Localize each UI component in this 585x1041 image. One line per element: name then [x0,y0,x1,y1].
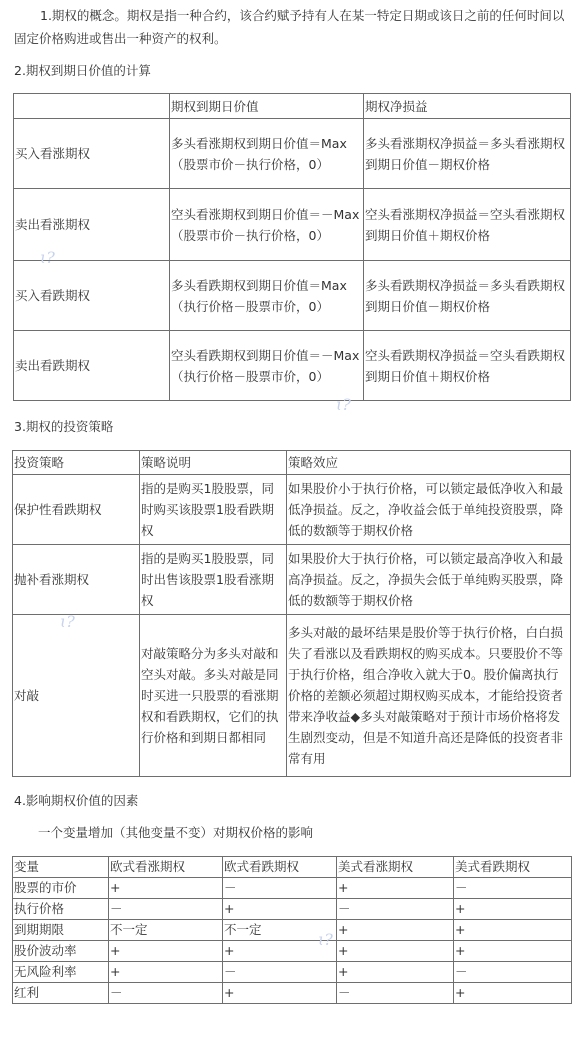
table-header-row [13,857,572,878]
table-cell: 买入看跌期权 [14,261,170,331]
table-cell: + [223,941,337,962]
header-cell: 投资策略 [13,451,140,475]
table-row [13,899,572,920]
header-cell [14,94,170,119]
table-cell: + [454,920,572,941]
table-cell: 买入看涨期权 [14,119,170,189]
table-cell: 到期期限 [13,920,109,941]
faint-watermark: ɩ? [318,930,333,949]
table-cell: 抛补看涨期权 [13,545,140,615]
table-cell: + [337,941,454,962]
table-header-row [14,94,571,119]
table-cell: 股票的市价 [13,878,109,899]
header-cell: 欧式看跌期权 [223,857,337,878]
table-header-row [13,451,571,475]
table-cell: － [454,878,572,899]
table-cell: － [454,962,572,983]
table-cell: 多头看涨期权净损益＝多头看涨期权到期日价值－期权价格 [364,119,571,189]
table-cell: + [109,941,223,962]
table-cell: 执行价格 [13,899,109,920]
table-cell: 保护性看跌期权 [13,475,140,545]
table-cell: + [337,920,454,941]
table-cell: － [109,983,223,1004]
header-cell: 美式看涨期权 [337,857,454,878]
table-cell: 多头看跌期权净损益＝多头看跌期权到期日价值－期权价格 [364,261,571,331]
table-cell: 指的是购买1股股票，同时购买该股票1股看跌期权 [140,475,287,545]
paragraph-option-concept: 1.期权的概念。期权是指一种合约，该合约赋予持有人在某一特定日期或该日之前的任何时间以固定价格购进或售出一种资产的权利。 [14,8,565,46]
table-row [14,189,571,261]
faint-watermark: ɩ? [60,612,75,631]
table-cell: － [109,899,223,920]
table-row [13,920,572,941]
table-cell: 股价波动率 [13,941,109,962]
table-cell: + [454,899,572,920]
table-cell: + [454,941,572,962]
expiry-value-table [13,93,571,401]
table-row [13,475,571,545]
header-cell: 策略效应 [287,451,571,475]
table-cell: 不一定 [109,920,223,941]
table-cell: － [223,878,337,899]
table-row [13,615,571,777]
table-cell: 卖出看涨期权 [14,189,170,261]
table-row [13,941,572,962]
section-heading-factors: 4.影响期权价值的因素 [14,793,139,808]
table-row [14,261,571,331]
table-cell: + [337,878,454,899]
header-cell: 策略说明 [140,451,287,475]
faint-watermark: ɩ? [336,395,351,414]
table-cell: 如果股价小于执行价格，可以锁定最低净收入和最低净损益。反之，净收益会低于单纯投资股票，降低的数额等于期权价格 [287,475,571,545]
header-cell: 美式看跌期权 [454,857,572,878]
header-cell: 欧式看涨期权 [109,857,223,878]
table-cell: 卖出看跌期权 [14,331,170,401]
table-cell: － [337,899,454,920]
header-cell: 期权到期日价值 [170,94,364,119]
table-row [14,119,571,189]
table-cell: 对敲 [13,615,140,777]
table-cell: 红利 [13,983,109,1004]
option-value-factors-table [12,856,572,1004]
table-cell: － [223,962,337,983]
table-cell: 空头看跌期权到期日价值＝－Max（执行价格－股票市价，0） [170,331,364,401]
table-cell: + [109,878,223,899]
section-subheading: 一个变量增加（其他变量不变）对期权价格的影响 [38,825,314,840]
table-cell: 多头对敲的最坏结果是股价等于执行价格，白白损失了看涨以及看跌期权的购买成本。只要股价不等于执行价格，组合净收入就大于0。股价偏离执行价格的差额必须超过期权购买成本，才能给投资者带来净收益◆多头对敲策略对于预计市场价格将发生剧烈变动，但是不知道升高还是降低的投资者非常有用 [287,615,571,777]
table-cell: + [223,983,337,1004]
table-row [13,545,571,615]
header-cell: 期权净损益 [364,94,571,119]
table-row [13,962,572,983]
table-cell: 如果股价大于执行价格，可以锁定最高净收入和最高净损益。反之，净损失会低于单纯购买股票，降低的数额等于期权价格 [287,545,571,615]
table-row [13,983,572,1004]
table-cell: 空头看涨期权净损益＝空头看涨期权到期日价值＋期权价格 [364,189,571,261]
table-cell: + [109,962,223,983]
table-cell: + [337,962,454,983]
table-cell: + [454,983,572,1004]
table-cell: + [223,899,337,920]
table-cell: 空头看涨期权到期日价值＝－Max（股票市价－执行价格，0） [170,189,364,261]
section-heading-expiry-value: 2.期权到期日价值的计算 [14,63,151,78]
table-cell: 无风险利率 [13,962,109,983]
header-cell: 变量 [13,857,109,878]
table-cell: 对敲策略分为多头对敲和空头对敲。多头对敲是同时买进一只股票的看涨期权和看跌期权，它们的执行价格和到期日都相同 [140,615,287,777]
table-cell: 空头看跌期权净损益＝空头看跌期权到期日价值＋期权价格 [364,331,571,401]
table-row [14,331,571,401]
table-cell: 多头看涨期权到期日价值＝Max（股票市价－执行价格，0） [170,119,364,189]
table-cell: 多头看跌期权到期日价值＝Max（执行价格－股票市价，0） [170,261,364,331]
faint-watermark: ɩ? [40,248,55,267]
table-cell: 指的是购买1股股票，同时出售该股票1股看涨期权 [140,545,287,615]
section-heading-strategies: 3.期权的投资策略 [14,419,114,434]
investment-strategy-table [12,450,571,777]
table-cell: 不一定 [223,920,337,941]
table-cell: － [337,983,454,1004]
table-row [13,878,572,899]
